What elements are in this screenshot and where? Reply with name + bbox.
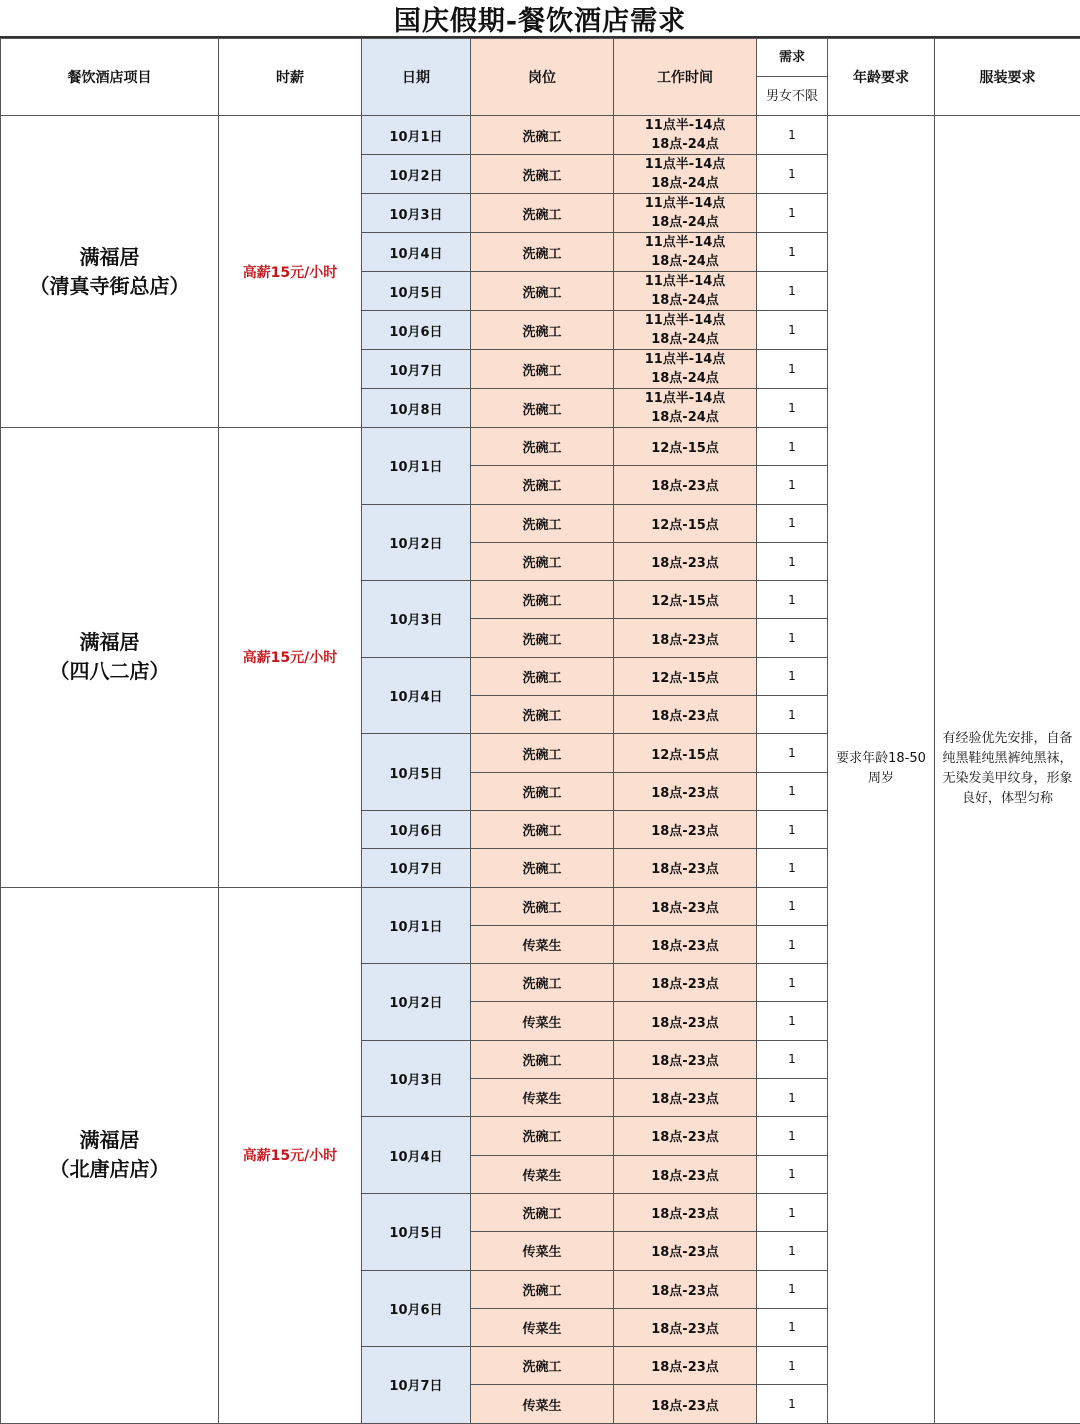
work-time-cell: 18点-23点	[614, 1079, 757, 1117]
work-time-cell: 12点-15点	[614, 428, 757, 466]
demand-count: 1	[757, 272, 828, 311]
demand-table	[0, 38, 1080, 1424]
work-time-line1: 11点半-14点	[614, 116, 756, 135]
work-time-line1: 11点半-14点	[614, 311, 756, 330]
demand-count: 1	[757, 1270, 828, 1308]
demand-count: 1	[757, 1040, 828, 1078]
position-cell: 传菜生	[471, 1002, 614, 1040]
work-time-cell: 18点-23点	[614, 1270, 757, 1308]
header-demand: 需求	[757, 39, 828, 77]
position-cell: 洗碗工	[471, 1193, 614, 1231]
store-name-line1: 满福居	[1, 628, 218, 657]
dress-requirement: 有经验优先安排，自备纯黑鞋纯黑裤纯黑袜，无染发美甲纹身，形象良好，体型匀称	[935, 116, 1080, 1424]
demand-count: 1	[757, 1347, 828, 1385]
work-time-cell: 18点-23点	[614, 466, 757, 504]
demand-count: 1	[757, 542, 828, 580]
demand-count: 1	[757, 389, 828, 428]
header-dress: 服装要求	[935, 39, 1080, 116]
work-time-cell: 18点-23点	[614, 1040, 757, 1078]
work-time-cell: 18点-23点	[614, 810, 757, 848]
position-cell: 传菜生	[471, 1155, 614, 1193]
demand-count: 1	[757, 428, 828, 466]
work-time-line2: 18点-24点	[614, 174, 756, 193]
store-name	[1, 116, 219, 428]
position-cell: 洗碗工	[471, 542, 614, 580]
demand-count: 1	[757, 466, 828, 504]
table-body	[1, 116, 1080, 1424]
demand-count: 1	[757, 194, 828, 233]
position-cell: 洗碗工	[471, 155, 614, 194]
work-time-cell: 18点-23点	[614, 1385, 757, 1423]
demand-count: 1	[757, 1155, 828, 1193]
position-cell: 洗碗工	[471, 734, 614, 772]
demand-count: 1	[757, 1308, 828, 1346]
position-cell: 洗碗工	[471, 696, 614, 734]
header-wage: 时薪	[219, 39, 362, 116]
store-name-line1: 满福居	[1, 1126, 218, 1155]
age-requirement: 要求年龄18-50周岁	[828, 116, 935, 1424]
work-time-cell: 12点-15点	[614, 657, 757, 695]
work-time-cell: 18点-23点	[614, 1193, 757, 1231]
position-cell: 洗碗工	[471, 1347, 614, 1385]
position-cell: 洗碗工	[471, 272, 614, 311]
position-cell: 传菜生	[471, 1308, 614, 1346]
work-time-cell	[614, 350, 757, 389]
position-cell: 洗碗工	[471, 1040, 614, 1078]
date-cell: 10月3日	[362, 1040, 471, 1117]
work-time-line1: 11点半-14点	[614, 233, 756, 252]
work-time-cell: 18点-23点	[614, 619, 757, 657]
demand-count: 1	[757, 1117, 828, 1155]
position-cell: 洗碗工	[471, 194, 614, 233]
position-cell: 洗碗工	[471, 657, 614, 695]
date-cell: 10月7日	[362, 350, 471, 389]
work-time-line1: 11点半-14点	[614, 350, 756, 369]
store-name	[1, 887, 219, 1423]
sheet-title: 国庆假期-餐饮酒店需求	[0, 0, 1080, 38]
hourly-wage: 高薪15元/小时	[219, 428, 362, 888]
hourly-wage: 高薪15元/小时	[219, 887, 362, 1423]
work-time-cell: 18点-23点	[614, 1117, 757, 1155]
work-time-line2: 18点-24点	[614, 213, 756, 232]
header-gender: 男女不限	[757, 77, 828, 116]
work-time-line2: 18点-24点	[614, 369, 756, 388]
demand-count: 1	[757, 619, 828, 657]
demand-count: 1	[757, 504, 828, 542]
position-cell: 洗碗工	[471, 428, 614, 466]
demand-count: 1	[757, 734, 828, 772]
header-position: 岗位	[471, 39, 614, 116]
work-time-line2: 18点-24点	[614, 252, 756, 271]
position-cell: 传菜生	[471, 1385, 614, 1423]
date-cell: 10月6日	[362, 1270, 471, 1347]
table-row	[1, 116, 1080, 155]
demand-count: 1	[757, 311, 828, 350]
work-time-line2: 18点-24点	[614, 408, 756, 427]
work-time-cell: 18点-23点	[614, 849, 757, 887]
position-cell: 洗碗工	[471, 466, 614, 504]
header-row	[1, 39, 1080, 77]
store-name-line2: （四八二店）	[1, 657, 218, 686]
date-cell: 10月7日	[362, 849, 471, 887]
work-time-line2: 18点-24点	[614, 330, 756, 349]
position-cell: 洗碗工	[471, 964, 614, 1002]
demand-count: 1	[757, 887, 828, 925]
demand-count: 1	[757, 696, 828, 734]
work-time-cell: 18点-23点	[614, 542, 757, 580]
header-work-time: 工作时间	[614, 39, 757, 116]
demand-count: 1	[757, 1385, 828, 1423]
demand-count: 1	[757, 233, 828, 272]
position-cell: 洗碗工	[471, 504, 614, 542]
position-cell: 洗碗工	[471, 581, 614, 619]
position-cell: 洗碗工	[471, 849, 614, 887]
work-time-cell: 18点-23点	[614, 964, 757, 1002]
work-time-cell	[614, 155, 757, 194]
demand-count: 1	[757, 155, 828, 194]
work-time-cell: 18点-23点	[614, 772, 757, 810]
position-cell: 洗碗工	[471, 1117, 614, 1155]
position-cell: 洗碗工	[471, 1270, 614, 1308]
demand-count: 1	[757, 657, 828, 695]
work-time-line1: 11点半-14点	[614, 272, 756, 291]
work-time-cell: 18点-23点	[614, 1232, 757, 1270]
demand-count: 1	[757, 1193, 828, 1231]
demand-count: 1	[757, 772, 828, 810]
demand-count: 1	[757, 1079, 828, 1117]
demand-count: 1	[757, 925, 828, 963]
position-cell: 洗碗工	[471, 887, 614, 925]
work-time-cell: 12点-15点	[614, 581, 757, 619]
date-cell: 10月1日	[362, 428, 471, 505]
date-cell: 10月4日	[362, 1117, 471, 1194]
store-name	[1, 428, 219, 888]
date-cell: 10月6日	[362, 311, 471, 350]
work-time-cell: 18点-23点	[614, 887, 757, 925]
work-time-cell: 18点-23点	[614, 1002, 757, 1040]
work-time-cell: 18点-23点	[614, 925, 757, 963]
demand-count: 1	[757, 116, 828, 155]
work-time-line1: 11点半-14点	[614, 194, 756, 213]
work-time-cell	[614, 116, 757, 155]
position-cell: 洗碗工	[471, 233, 614, 272]
work-time-cell	[614, 272, 757, 311]
work-time-cell: 18点-23点	[614, 1155, 757, 1193]
position-cell: 洗碗工	[471, 772, 614, 810]
header-age: 年龄要求	[828, 39, 935, 116]
date-cell: 10月3日	[362, 194, 471, 233]
position-cell: 洗碗工	[471, 311, 614, 350]
date-cell: 10月6日	[362, 810, 471, 848]
position-cell: 洗碗工	[471, 116, 614, 155]
hourly-wage: 高薪15元/小时	[219, 116, 362, 428]
store-name-line2: （北唐店店）	[1, 1155, 218, 1184]
date-cell: 10月5日	[362, 1193, 471, 1270]
demand-count: 1	[757, 849, 828, 887]
position-cell: 传菜生	[471, 925, 614, 963]
date-cell: 10月3日	[362, 581, 471, 658]
work-time-cell	[614, 194, 757, 233]
work-time-cell	[614, 233, 757, 272]
demand-count: 1	[757, 1232, 828, 1270]
store-name-line1: 满福居	[1, 243, 218, 272]
position-cell: 洗碗工	[471, 810, 614, 848]
date-cell: 10月1日	[362, 887, 471, 964]
work-time-cell	[614, 311, 757, 350]
work-time-cell: 12点-15点	[614, 734, 757, 772]
position-cell: 洗碗工	[471, 619, 614, 657]
position-cell: 传菜生	[471, 1079, 614, 1117]
work-time-line1: 11点半-14点	[614, 155, 756, 174]
date-cell: 10月4日	[362, 233, 471, 272]
work-time-line1: 11点半-14点	[614, 389, 756, 408]
date-cell: 10月5日	[362, 272, 471, 311]
work-time-cell: 12点-15点	[614, 504, 757, 542]
demand-count: 1	[757, 350, 828, 389]
work-time-cell: 18点-23点	[614, 1308, 757, 1346]
work-time-line2: 18点-24点	[614, 291, 756, 310]
date-cell: 10月1日	[362, 116, 471, 155]
date-cell: 10月4日	[362, 657, 471, 734]
demand-count: 1	[757, 810, 828, 848]
date-cell: 10月7日	[362, 1347, 471, 1424]
work-time-line2: 18点-24点	[614, 135, 756, 154]
work-time-cell: 18点-23点	[614, 696, 757, 734]
position-cell: 传菜生	[471, 1232, 614, 1270]
demand-count: 1	[757, 964, 828, 1002]
date-cell: 10月2日	[362, 155, 471, 194]
position-cell: 洗碗工	[471, 389, 614, 428]
demand-count: 1	[757, 581, 828, 619]
header-project: 餐饮酒店项目	[1, 39, 219, 116]
work-time-cell: 18点-23点	[614, 1347, 757, 1385]
work-time-cell	[614, 389, 757, 428]
header-date: 日期	[362, 39, 471, 116]
demand-count: 1	[757, 1002, 828, 1040]
date-cell: 10月2日	[362, 964, 471, 1041]
date-cell: 10月5日	[362, 734, 471, 811]
date-cell: 10月2日	[362, 504, 471, 581]
position-cell: 洗碗工	[471, 350, 614, 389]
date-cell: 10月8日	[362, 389, 471, 428]
store-name-line2: （清真寺街总店）	[1, 272, 218, 301]
